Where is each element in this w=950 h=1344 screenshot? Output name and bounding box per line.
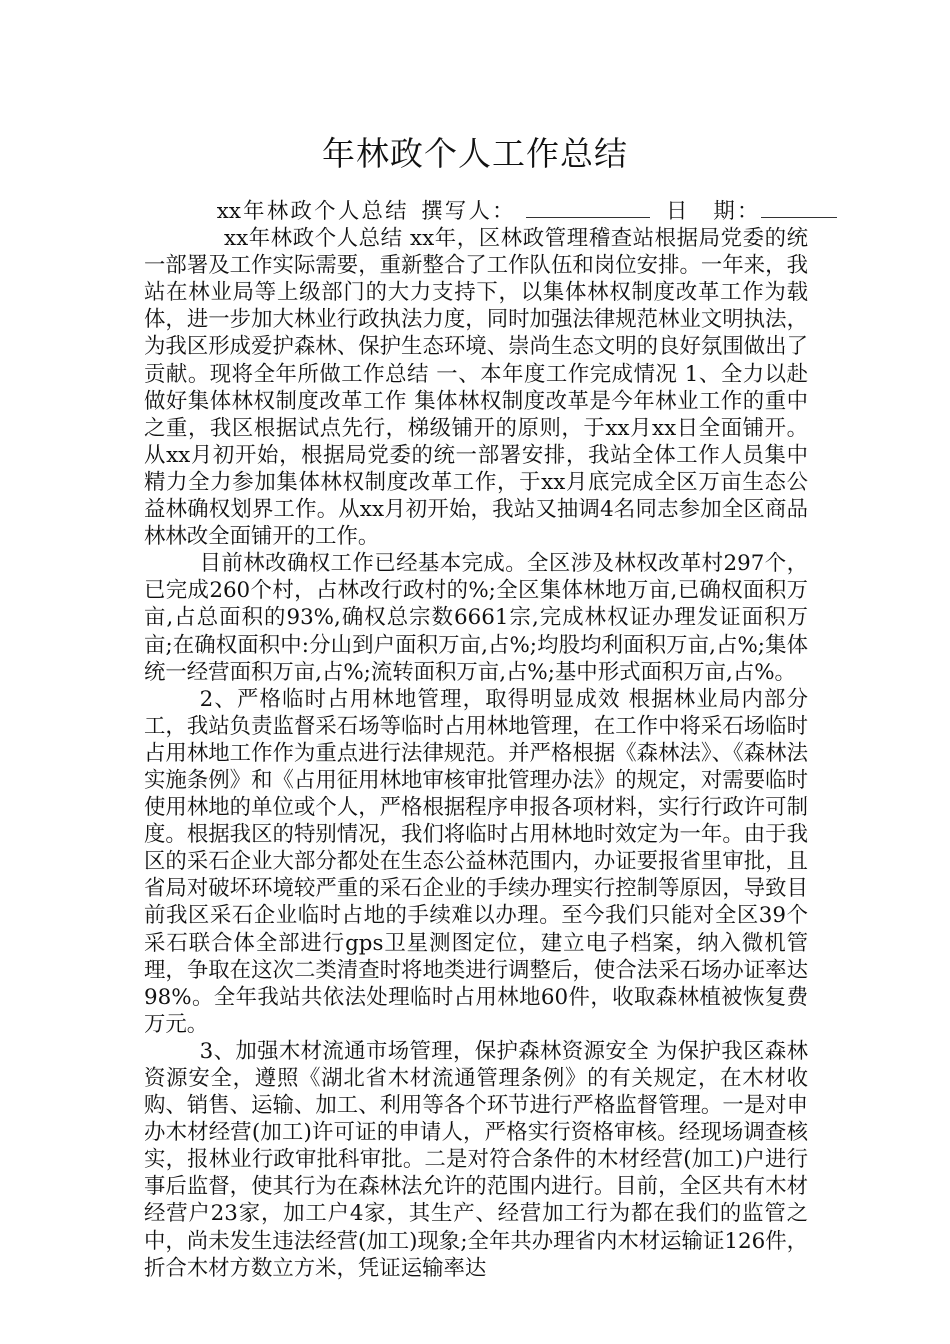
date-label: 日 期：: [663, 199, 761, 224]
writer-label: 撰写人：: [418, 199, 516, 224]
paragraph-2: 目前林改确权工作已经基本完成。全区涉及林权改革村297个，已完成260个村，占林改行政村的%;全区集体林地万亩,已确权面积万亩,占总面积的93%,确权总宗数6661宗,完成林权证办理发证面积万亩;在确权面积中:分山到户面积万亩,占%;均股均利面积万亩,占%;集体统一经营面积万亩,占%;流转面积万亩,占%;基中形式面积万亩,占%。: [144, 551, 808, 685]
paragraph-4: 3、加强木材流通市场管理，保护森林资源安全 为保护我区森林资源安全，遵照《湖北省木材流通管理条例》的有关规定，在木材收购、销售、运输、加工、利用等各个环节进行严格监督管理。一是对申办木材经营(加工)许可证的申请人，严格实行资格审核。经现场调查核实，报林业行政审批科审批。二是对符合条件的木材经营(加工)户进行事后监督，使其行为在森林法允许的范围内进行。目前，全区共有木材经营户23家，加工户4家，其生产、经营加工行为都在我们的监管之中，尚未发生违法经营(加工)现象;全年共办理省内木材运输证126件，折合木材方数立方米，凭证运输率达: [144, 1038, 808, 1281]
date-blank-continued: [764, 199, 808, 218]
header-heading: xx年林政个人总结: [216, 199, 409, 224]
header-line: [144, 198, 808, 550]
paragraph-1: xx年林政个人总结 xx年，区林政管理稽查站根据局党委的统一部署及工作实际需要，重新整合了工作队伍和岗位安排。一年来，我站在林业局等上级部门的大力支持下，以集体林权制度改革工作为载体，进一步加大林业行政执法力度，同时加强法律规范林业文明执法，为我区形成爱护森林、保护生态环境、崇尚生态文明的良好氛围做出了贡献。现将全年所做工作总结 一、本年度工作完成情况 1、全力以赴做好集体林权制度改革工作 集体林权制度改革是今年林业工作的重中之重，我区根据试点先行，梯级铺开的原则，于xx月xx日全面铺开。从xx月初开始，根据局党委的统一部署安排，我站全体工作人员集中精力全力参加集体林权制度改革工作，于xx月底完成全区万亩生态公益林确权划界工作。从xx月初开始，我站又抽调4名同志参加全区商品林林改全面铺开的工作。: [144, 226, 808, 550]
paragraph-3: 2、严格临时占用林地管理，取得明显成效 根据林业局内部分工，我站负责监督采石场等临时占用林地管理，在工作中将采石场临时占用林地工作作为重点进行法律规范。并严格根据《森林法》、《森林法实施条例》和《占用征用林地审核审批管理办法》的规定，对需要临时使用林地的单位或个人，严格根据程序申报各项材料，实行行政许可制度。根据我区的特别情况，我们将临时占用林地时效定为一年。由于我区的采石企业大部分都处在生态公益林范围内，办证要报省里审批，且省局对破坏环境较严重的采石企业的手续办理实行控制等原因，导致目前我区采石企业临时占地的手续难以办理。至今我们只能对全区39个采石联合体全部进行gps卫星测图定位，建立电子档案，纳入微机管理，争取在这次二类清查时将地类进行调整后，使合法采石场办证率达98%。全年我站共依法处理临时占用林地60件，收取森林植被恢复费万元。: [144, 686, 808, 1037]
document-title: 年林政个人工作总结: [322, 134, 628, 173]
writer-blank: [526, 199, 650, 218]
document-body: [144, 198, 808, 1282]
